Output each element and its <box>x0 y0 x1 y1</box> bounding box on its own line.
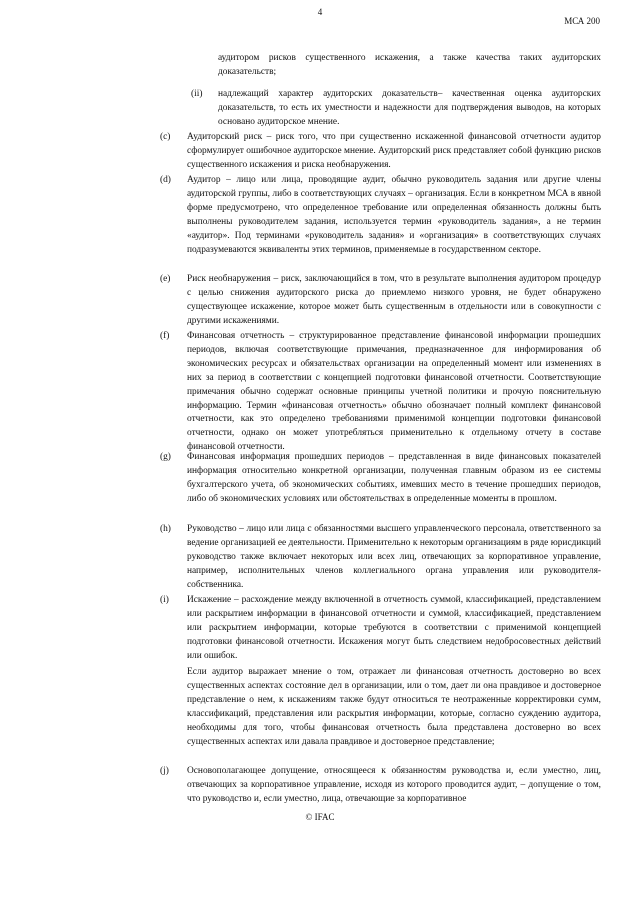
item-label: (c) <box>160 132 171 142</box>
sub-item-paragraph: надлежащий характер аудиторских доказательств– качественная оценка аудиторских доказательств, то есть их уместности и надежности для подтверждения выводов, на которых основано аудиторское мнение. <box>218 89 601 127</box>
continuation-paragraph: аудитором рисков существенного искажения, а также качества таких аудиторских доказательств; <box>218 53 601 77</box>
item-paragraph: Финансовая отчетность – структурированное представление финансовой информации прошедших периодов, включая соответствующие примечания, предназначенное для информирования об экономических ресурсах и обязательствах организации на определенный момент или изменениях в них за период в соответствии с концепцией подготовки финансовой отчетности. Соответствующие примечания обычно содержат основные принципы учетной политики и прочую пояснительную информацию. Термин «финансовая отчетность» обычно обозначает полный комплект финансовой отчетности, как это определено требованиями применимой концепции подготовки финансовой отчетности, однако он может употребляться применительно к отдельному отчету в составе финансовой отчетности. <box>187 331 601 453</box>
item-paragraph: Искажение – расхождение между включенной в отчетность суммой, классификацией, представлением или раскрытием информации в финансовой отчетности и суммой, классификацией, представлением или раскрытием информации, которые требуются в соответствии с применимой концепцией подготовки финансовой отчетности. Искажения могут быть следствием недобросовестных действий или ошибок. <box>187 595 601 661</box>
item-paragraph: Если аудитор выражает мнение о том, отражает ли финансовая отчетность достоверно во всех существенных аспектах состояние дел в организации, или о том, дает ли она правдивое и достоверное представление о нем, к искажениям также будут относиться те неотраженные корректировки сумм, классификаций, представления или раскрытия информации, которые, согласно суждению аудитора, необходимы для того, чтобы финансовая отчетность была представлена достоверно во всех существенных аспектах или давала правдивое и достоверное представление; <box>187 667 601 747</box>
item-paragraph: Основополагающее допущение, относящееся к обязанностям руководства и, если уместно, лиц, отвечающих за корпоративное управление, исходя из которого проводится аудит, – допущение о том, что руководство и, если уместно, лица, отвечающие за корпоративное <box>187 766 601 804</box>
page-number: 4 <box>317 7 323 17</box>
item-label: (d) <box>160 175 171 185</box>
footer-copyright: © IFAC <box>305 812 335 822</box>
item-label: (j) <box>160 766 169 776</box>
item-label: (h) <box>160 524 171 534</box>
item-label: (g) <box>160 452 171 462</box>
item-label: (f) <box>160 331 170 341</box>
item-paragraph: Риск необнаружения – риск, заключающийся в том, что в результате выполнения аудитором процедур с целью снижения аудиторского риска до приемлемо низкого уровня, не будет обнаружено существующее искажение, которое может быть существенным в отдельности или в совокупности с другими искажениями. <box>187 274 601 326</box>
item-paragraph: Аудитор – лицо или лица, проводящие аудит, обычно руководитель задания или другие члены аудиторской группы, либо в соответствующих случаях – организация. Если в конкретном МСА в явной форме предусмотрено, что определенное требование или определенная обязанность должны быть выполнены руководителем задания, используется термин «руководитель задания», а не термин «аудитор». Под терминами «руководитель задания» и «организация» в соответствующих случаях подразумеваются эквиваленты этих терминов, применяемые в государственном секторе. <box>187 175 601 255</box>
item-paragraph: Финансовая информация прошедших периодов – представленная в виде финансовых показателей информация относительно конкретной организации, полученная главным образом из ее системы бухгалтерского учета, об экономических событиях, имевших место в течение прошедших периодов, либо об экономических условиях или обстоятельствах в определенные моменты в прошлом. <box>187 452 601 504</box>
item-paragraph: Руководство – лицо или лица с обязанностями высшего управленческого персонала, ответственного за ведение организацией ее деятельности. Применительно к некоторым организациям в ряде юрисдикций руководство также включает некоторых или всех лиц, отвечающих за корпоративное управление, например, исполнительных членов коллегиального органа управления или руководителя-собственника. <box>187 524 601 590</box>
sub-item-label: (ii) <box>191 89 203 99</box>
document-code: МСА 200 <box>564 16 600 26</box>
item-paragraph: Аудиторский риск – риск того, что при существенно искаженной финансовой отчетности аудитор сформулирует ошибочное аудиторское мнение. Аудиторский риск представляет собой функцию рисков существенного искажения и риска необнаружения. <box>187 132 601 170</box>
item-label: (e) <box>160 274 171 284</box>
item-label: (i) <box>160 595 169 605</box>
